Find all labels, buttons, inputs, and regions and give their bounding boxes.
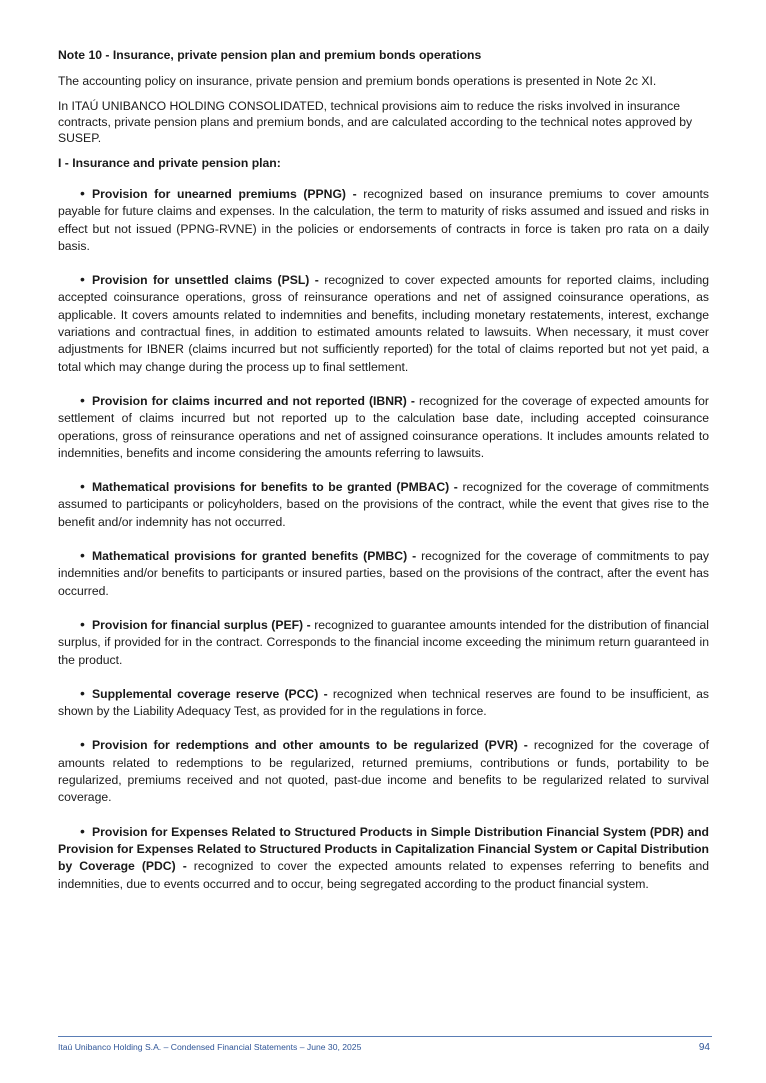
bullet-icon: • xyxy=(80,547,85,564)
bullet-icon: • xyxy=(80,736,85,753)
bullet-icon: • xyxy=(80,478,85,495)
provision-term: Mathematical provisions for benefits to be granted (PMBAC) - xyxy=(92,480,458,495)
intro-paragraph: In ITAÚ UNIBANCO HOLDING CONSOLIDATED, technical provisions aim to reduce the risks involved in insurance contracts, private pension plans and premium bonds, and are calculated according to the technical notes approved by SUSEP. xyxy=(58,99,693,145)
provision-item-ppng xyxy=(58,185,709,255)
provision-description: recognized for the coverage of amounts related to redemptions to be regularized, returned premiums, contributions or funds, portability to be regularized, premiums received and not quoted, past-due income and benefits to be regularized related to survival coverage. xyxy=(58,738,709,805)
note-title: Note 10 - Insurance, private pension plan and premium bonds operations xyxy=(58,48,482,62)
provision-item-pmbac xyxy=(58,478,709,531)
provision-term: Provision for unearned premiums (PPNG) - xyxy=(92,187,357,201)
provision-item-pmbc xyxy=(58,547,709,600)
provision-description: recognized when technical reserves are found to be insufficient, as shown by the Liability Adequacy Test, as provided for in the regulations in force. xyxy=(58,686,709,719)
provision-item-pvr xyxy=(58,736,709,806)
provision-item-psl xyxy=(58,271,709,376)
provision-item-pdr-pdc xyxy=(58,823,709,893)
provision-term: Supplemental coverage reserve (PCC) - xyxy=(92,686,328,701)
provision-description: recognized based on insurance premiums to cover amounts payable for future claims and expenses. In the calculation, the term to maturity of risks assumed and issued and risks in effect but not issued (PPNG-RVNE) in the policies or endorsements of contracts in force is taken pro rata on a daily basis. xyxy=(58,187,709,253)
bullet-icon: • xyxy=(80,822,85,839)
provision-description: recognized for the coverage of expected amounts for settlement of claims incurred but not reported up to the calculation base date, including accepted coinsurance operations, gross of reinsurance operations and net of assigned coinsurance operations. It includes amounts related to indemnities, benefits and income considering the amounts referring to lawsuits. xyxy=(58,393,709,460)
provision-description: recognized to guarantee amounts intended for the distribution of financial surplus, if provided for in the contract. Corresponds to the financial income exceeding the minimum return guaranteed in the product. xyxy=(58,617,709,667)
provision-term: Mathematical provisions for granted benefits (PMBC) - xyxy=(92,549,417,564)
provision-description: recognized to cover expected amounts for reported claims, including accepted coinsurance operations, gross of reinsurance operations and net of assigned coinsurance operations, as applicable. It covers amounts related to indemnities and benefits, including monetary restatements, interest, exchange variations and contractual fines, in addition to estimated amounts related to lawsuits. When necessary, it must cover adjustments for IBNER (claims incurred but not sufficiently reported) for the total of claims reported but not yet paid, a total which may change during the process up to final settlement. xyxy=(58,273,710,374)
footer-text: Itaú Unibanco Holding S.A. – Condensed Financial Statements – June 30, 2025 xyxy=(58,1042,362,1052)
provision-term: Provision for financial surplus (PEF) - xyxy=(92,617,311,632)
provision-term: Provision for redemptions and other amounts to be regularized (PVR) - xyxy=(92,738,528,753)
section-heading: I - Insurance and private pension plan: xyxy=(58,156,281,170)
provision-description: recognized to cover the expected amounts related to expenses referring to benefits and indemnities, due to events occurred and to occur, being segregated according to the product financial system. xyxy=(58,859,710,891)
provision-description: recognized for the coverage of commitments assumed to participants or policyholders, based on the provisions of the contract, while the event that gives rise to the benefit and/or indemnity has not occurred. xyxy=(58,480,709,529)
bullet-icon: • xyxy=(80,391,85,408)
provision-item-pcc xyxy=(58,685,709,721)
page-content xyxy=(58,47,709,909)
provision-term: Provision for claims incurred and not reported (IBNR) - xyxy=(92,393,415,408)
footer-divider xyxy=(58,1036,712,1037)
provision-item-ibnr xyxy=(58,392,709,462)
bullet-icon: • xyxy=(80,684,85,701)
bullet-icon: • xyxy=(80,271,85,288)
bullet-icon: • xyxy=(80,615,85,632)
intro-paragraph: The accounting policy on insurance, private pension and premium bonds operations is presented in Note 2c XI. xyxy=(58,74,657,88)
provision-item-pef xyxy=(58,616,709,669)
provision-term: Provision for unsettled claims (PSL) - xyxy=(92,273,319,288)
page-number: 94 xyxy=(698,1042,710,1053)
provision-description: recognized for the coverage of commitments to pay indemnities and/or benefits to participants or insured parties, based on the provisions of the contract, after the event has occurred. xyxy=(58,549,709,598)
provision-term: Provision for Expenses Related to Structured Products in Simple Distribution Financial System (PDR) and Provision for Expenses Related to Structured Products in Capitalization Financial System or Capital Distribution by Coverage (PDC) - xyxy=(58,824,709,874)
bullet-icon: • xyxy=(80,185,85,201)
